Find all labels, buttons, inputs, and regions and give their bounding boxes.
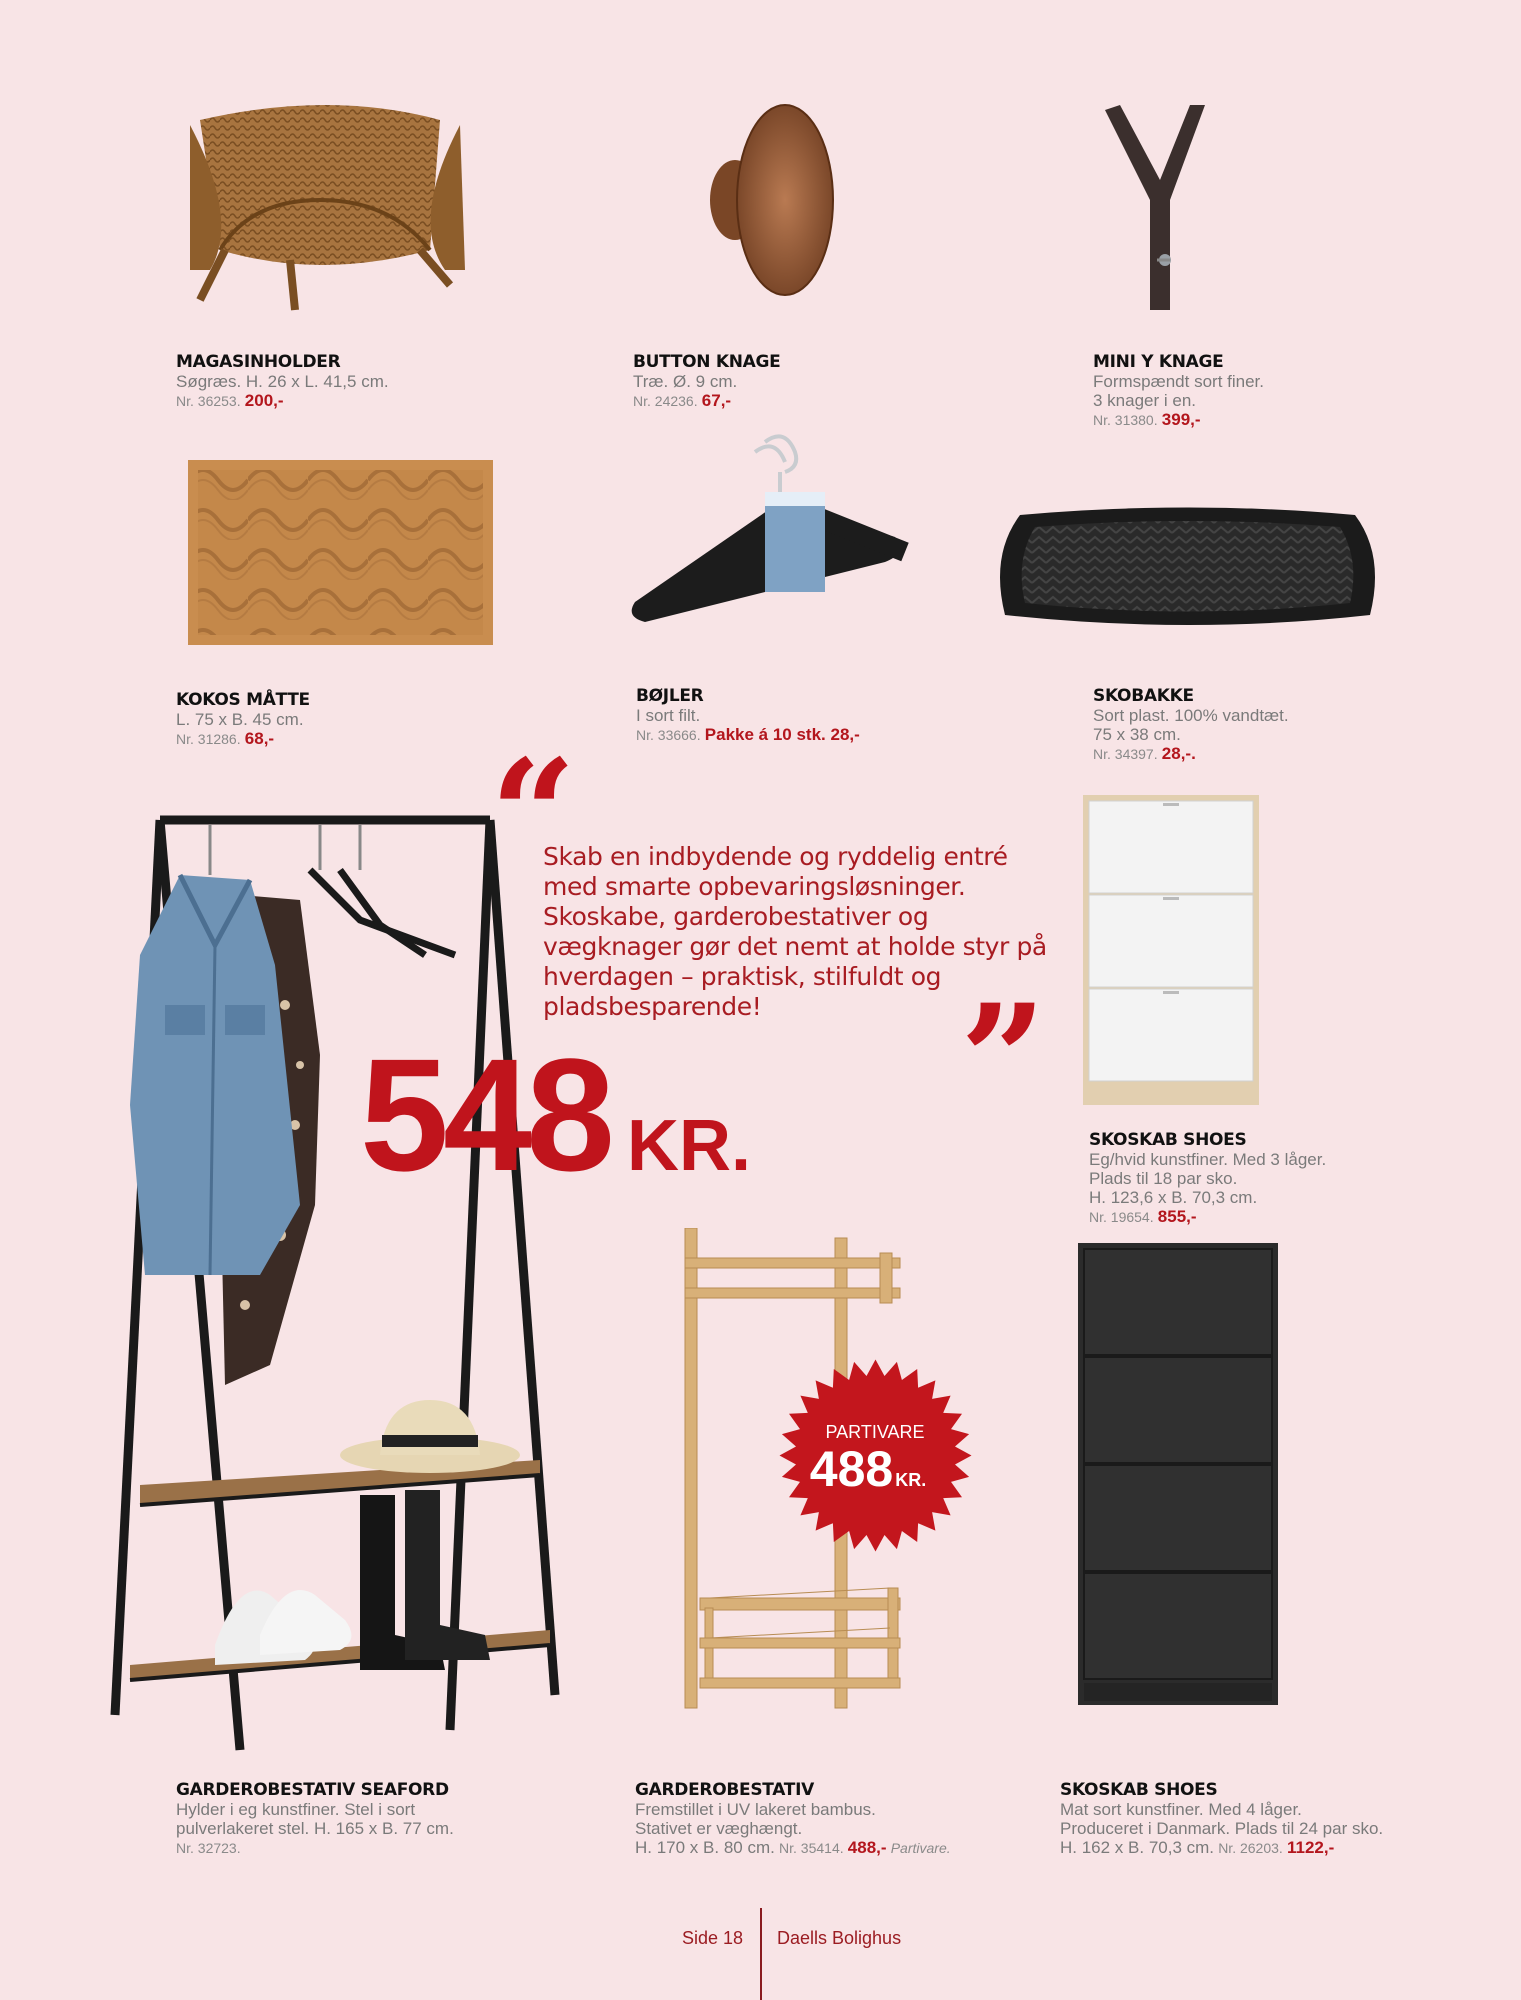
product-skobakke [1093,686,1413,765]
product-name: SKOSKAB SHOES [1060,1780,1218,1800]
product-nr: Nr. 36253. [176,393,241,409]
big-price-number: 548 [360,1025,609,1204]
black-shoe-cabinet-image [1078,1243,1278,1705]
product-desc: Søgræs. H. 26 x L. 41,5 cm. [176,372,389,391]
quote-open-mark: “ [490,727,577,903]
product-dims: H. 162 x B. 70,3 cm. [1060,1838,1215,1857]
product-price: 399,- [1161,410,1201,429]
product-desc: Fremstillet i UV lakeret bambus. Stativet er væghængt. [635,1800,876,1838]
product-desc: L. 75 x B. 45 cm. [176,710,304,729]
product-name: SKOSKAB SHOES [1089,1130,1247,1150]
partivare-burst [778,1358,973,1553]
product-extra: Partivare. [890,1840,951,1856]
product-desc: Mat sort kunstfiner. Med 4 låger. Produceret i Danmark. Plads til 24 par sko. [1060,1800,1384,1838]
product-skoskab-hvid [1089,1130,1419,1228]
product-nr: Nr. 31380. [1093,412,1158,428]
product-kokos-matte [176,690,476,750]
product-price: 28,-. [1161,744,1196,763]
product-price: 855,- [1157,1207,1197,1226]
product-name: MINI Y KNAGE [1093,352,1224,372]
product-bojler [636,686,956,746]
product-price: 68,- [244,729,275,748]
product-desc: Sort plast. 100% vandtæt. 75 x 38 cm. [1093,706,1289,744]
product-desc: I sort filt. [636,706,701,725]
footer-brand: Daells Bolighus [777,1928,902,1948]
burst-label: PARTIVARE [825,1422,925,1442]
product-name: GARDEROBESTATIV [635,1780,814,1800]
product-nr: Nr. 34397. [1093,746,1158,762]
clothes-rack-image [110,805,570,1760]
product-price: Pakke á 10 stk. 28,- [704,725,860,744]
product-name: MAGASINHOLDER [176,352,341,372]
button-knob-image [705,100,835,300]
product-price: 488,- [847,1838,887,1857]
product-name: BØJLER [636,686,704,706]
product-name: GARDEROBESTATIV SEAFORD [176,1780,449,1800]
product-desc: Formspændt sort finer. 3 knager i en. [1093,372,1265,410]
magazine-holder-image [180,100,470,315]
y-hook-image [1095,100,1215,320]
product-nr: Nr. 31286. [176,731,241,747]
coir-mat-image [188,460,493,645]
page-number: Side 18 [681,1928,743,1948]
product-nr: Nr. 24236. [633,393,698,409]
product-name: KOKOS MÅTTE [176,690,310,710]
boot-tray-image [990,505,1385,635]
product-garderobestativ [635,1780,995,1859]
product-name: BUTTON KNAGE [633,352,781,372]
product-nr: Nr. 35414. [779,1840,844,1856]
product-desc: Træ. Ø. 9 cm. [633,372,738,391]
product-skoskab-sort [1060,1780,1480,1859]
product-price: 1122,- [1286,1838,1335,1857]
product-name: SKOBAKKE [1093,686,1194,706]
page-footer [0,1908,1521,2000]
big-price-unit: KR. [626,1106,751,1186]
quote-text: Skab en indbydende og ryddelig entré med smarte opbevaringsløsninger. Skoskabe, garderobestativer og vægknager gør det nemt at holde styr på hverdagen – praktisk, stilfuldt og pladsbesparende! [543,842,1047,1021]
product-mini-y-knage [1093,352,1393,431]
product-price: 200,- [244,391,284,410]
quote-close-mark: ” [960,972,1047,1148]
white-shoe-cabinet-image [1083,795,1259,1105]
product-seaford [176,1780,506,1859]
burst-number-value: 488 [809,1441,894,1497]
product-desc: Hylder i eg kunstfiner. Stel i sort pulverlakeret stel. H. 165 x B. 77 cm. [176,1800,454,1838]
burst-unit: KR. [895,1470,927,1490]
product-nr: Nr. 19654. [1089,1209,1154,1225]
hangers-image [615,432,915,642]
product-button-knage [633,352,933,412]
product-price: 67,- [701,391,732,410]
big-price [360,1025,751,1204]
product-desc: Eg/hvid kunstfiner. Med 3 låger. Plads til 18 par sko. H. 123,6 x B. 70,3 cm. [1089,1150,1327,1207]
footer-divider [760,1908,762,2000]
product-magasinholder [176,352,476,412]
product-nr: Nr. 26203. [1218,1840,1283,1856]
product-nr: Nr. 32723. [176,1840,241,1856]
product-dims: H. 170 x B. 80 cm. [635,1838,775,1857]
product-nr: Nr. 33666. [636,727,701,743]
